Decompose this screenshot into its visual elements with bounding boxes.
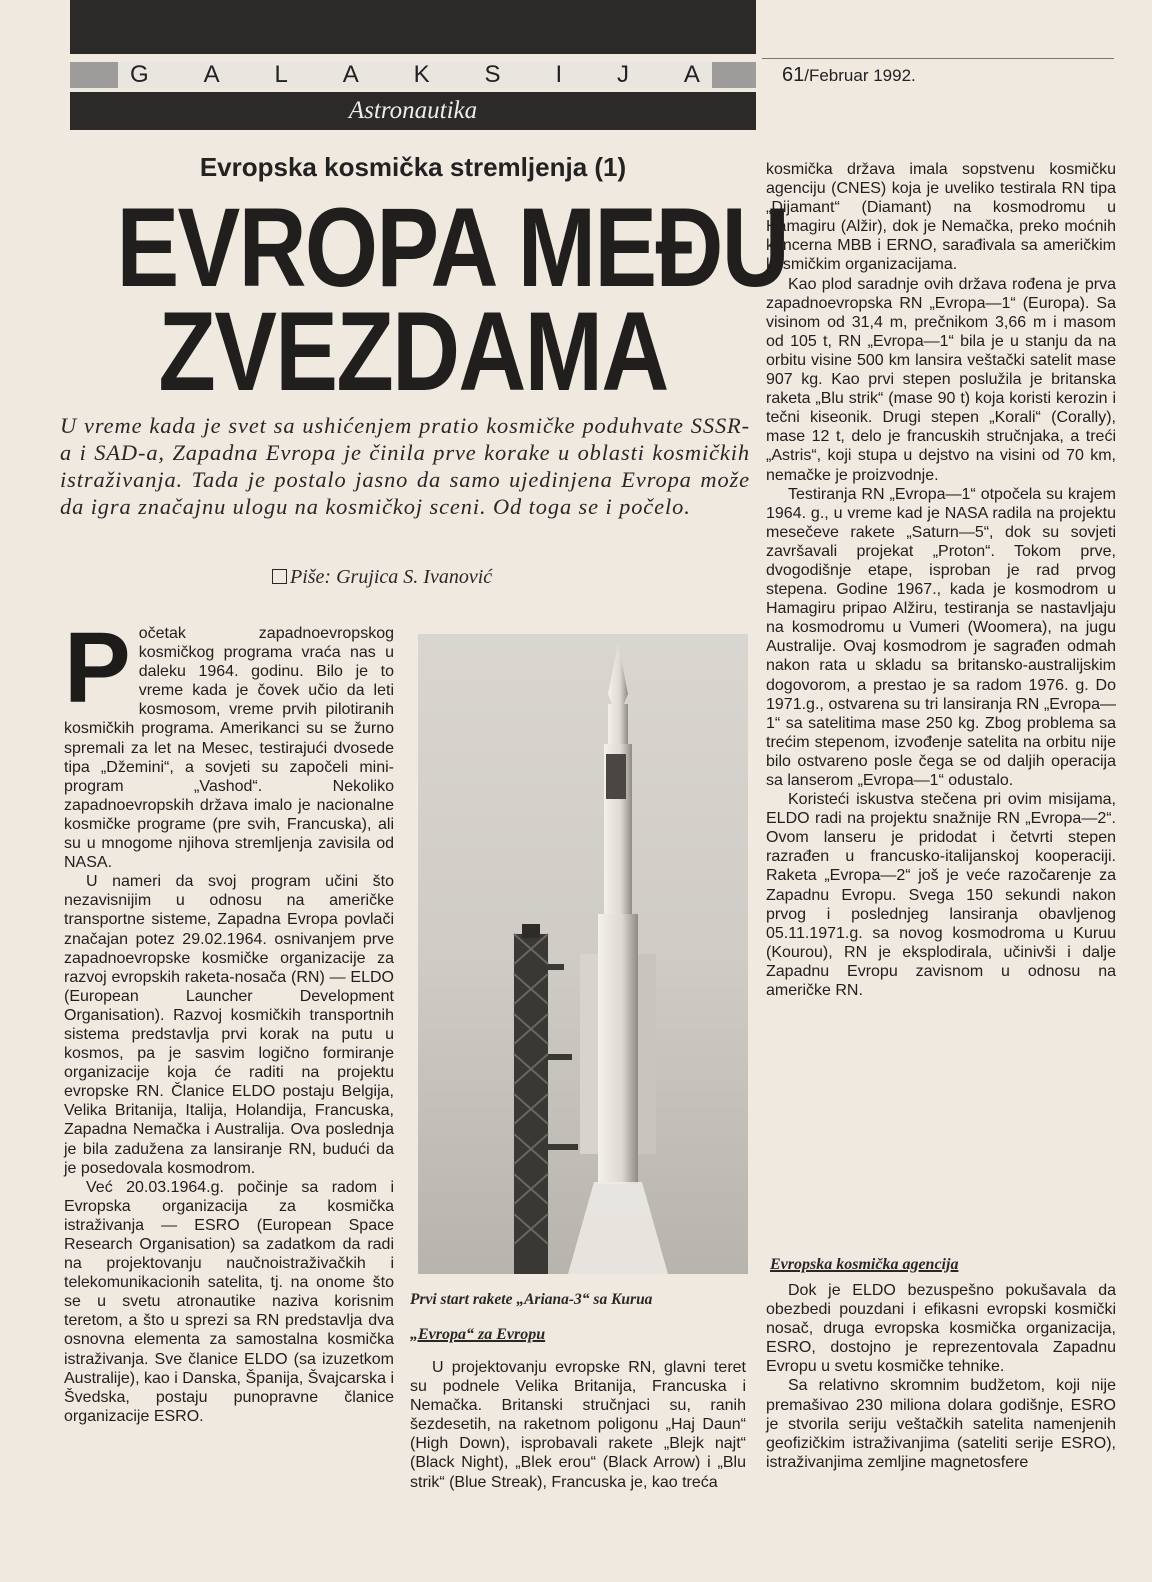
byline xyxy=(272,566,492,589)
paragraph: Sa relativno skromnim budžetom, koji nije premašivao 230 miliona dolara godišnje, ESRO je stvorila seriju veštačkih satelita namenjenih geofizičkim istraživanjima (sateliti serije ESRO), istraživanjima zemljine magnetosfere xyxy=(766,1377,1116,1471)
article-lead: U vreme kada je svet sa ushićenjem pratio kosmičke poduhvate SSSR-a i SAD-a, Zapadna Evropa je činila prve korake u oblasti kosmičkih istraživanja. Tada je postalo jasno da samo ujedinjena Evropa može da igra značajnu ulogu na kosmičkoj sceni. Od toga se i počelo. xyxy=(60,413,750,519)
article-headline xyxy=(116,185,788,414)
column-right xyxy=(766,160,1116,1000)
article-kicker: Evropska kosmička stremljenja (1) xyxy=(199,152,627,182)
issue-info xyxy=(782,64,916,87)
subheading-evropa: „Evropa“ za Evropu xyxy=(410,1326,546,1343)
headline-line-2: ZVEZDAMA xyxy=(158,289,668,414)
tower-arm xyxy=(548,964,564,970)
masthead-letter: A xyxy=(203,61,220,88)
masthead-cap-left xyxy=(70,62,118,88)
paragraph: Već 20.03.1964.g. počinje sa radom i Evropska organizacija za kosmička istraživanja — ESRO (European Space Research Organisation) sa zadatkom da radi na projektovanju naučnoistraživačkih i telekomunikacionih satelita, tj. na onome što se u svetu atronautike naziva korisnim teretom, a što u sprezi sa RN predstavlja dva osnovna elementa za samostalna kosmička istraživanja. Sve članice ELDO (sa izuzetkom Australije), kao i Danska, Španija, Švajcarska i Švedska, postaju punopravne članice organizacije ESRO. xyxy=(64,1178,394,1425)
issue-date: /Februar 1992. xyxy=(804,66,916,85)
masthead-letter: K xyxy=(413,61,430,88)
paragraph: U projektovanju evropske RN, glavni teret su podnele Velika Britanija, Francuska i Nemačka. Britanski stručnjaci su, ranih šezdesetih, na raketnom poligonu „Haj Daun“ (High Down), isprobavali rakete „Blejk najt“ (Black Night), „Blek erou“ (Black Arrow) i „Blu strik“ (Blue Streak), Francuska je, kao treća xyxy=(410,1359,746,1491)
section-title: Astronautika xyxy=(70,92,756,130)
rocket-main-stage xyxy=(598,914,638,1184)
masthead-letter: L xyxy=(274,61,288,88)
masthead-letter: A xyxy=(342,61,359,88)
paragraph-text: očetak zapadnoevropskog kosmičkog programa vraća nas u daleku 1964. godinu. Bilo je to vreme kada je čovek učio da leti kosmosom, vreme prvih pilotiranih kosmičkih programa. Amerikanci su se žurno spremali za let na Mesec, testirajući dvosede tipa „Džemini“, a sovjeti su započeli mini-program „Vashod“. Nekoliko zapadnoevropskih država imalo je nacionalne kosmičke programe (pre svih, Francuska), ali su u mnogome njihova stremljenja zavisila od NASA. xyxy=(64,625,394,872)
paragraph: U nameri da svoj program učini što nezavisnijim u odnosu na američke transportne sisteme, Zapadna Evropa povlači značajan potez 29.02.1964. osnivanjem prve zapadnoevropske kosmičke organizacije za razvoj evropskih raketa-nosača (RN) — ELDO (European Launcher Development Organisation). Razvoj kosmičkih transportnih sistema predstavlja prvi korak na putu u kosmos, pa je sasvim logično formiranje organizacije koja će raditi na projektu evropske RN. Članice ELDO postaju Belgija, Velika Britanija, Italija, Holandija, Francuska, Zapadna Nemačka i Australija. Ova poslednja je bila zadužena za lansiranje RN, budući da je posedovala kosmodrom. xyxy=(64,873,394,1177)
masthead-letter: S xyxy=(484,61,501,88)
paragraph: Koristeći iskustva stečena pri ovim misijama, ELDO radi na projektu snažnije RN „Evropa—2“. Ovom lanseru je pridodat i četvrti stepen razrađen u francusko-italijanskoj kooperaciji. Raketa „Evropa—2“ još je veće razočarenje za Zapadnu Evropu. Svega 150 sekundi nakon prvog i poslednjeg lansiranja obavljenog 05.11.1971.g. sa novog kosmodroma u Kuruu (Kourou), RN je eksplodirala, učinivši i dalje Zapadnu Evropu zavisnom u odnosu na američke RN. xyxy=(766,791,1116,1000)
paragraph xyxy=(64,612,394,872)
tower-top xyxy=(522,924,540,938)
tower-arm xyxy=(548,1054,572,1060)
drop-cap: P xyxy=(64,612,131,724)
headline-line-1: EVROPA MEĐU xyxy=(116,185,788,310)
rocket-booster-right xyxy=(638,954,656,1154)
issue-number: 61 xyxy=(782,64,805,86)
photo-caption: Prvi start rakete „Ariana-3“ sa Kurua xyxy=(410,1291,653,1308)
subheading-agency: Evropska kosmička agencija xyxy=(770,1256,959,1273)
paragraph: Kao plod saradnje ovih država rođena je prva zapadnoevropska RN „Evropa—1“ (Europa). Sa visinom od 31,4 m, prečnikom 3,66 m i masom od 105 t, RN „Evropa—1“ bila je u stanju da na orbitu visine 500 km lansira veštački satelit mase 907 kg. Kao prvi stepen poslužila je britanska raketa „Blu strik“ (mase 90 t) koja koristi kerozin i tečni kiseonik. Drugi stepen „Korali“ (Corally), mase 12 t, delo je francuskih stručnjaka, a treći „Astris“, koji stupa u dejstvo na visini od 70 km, nemačke je proizvodnje. xyxy=(766,275,1116,484)
masthead-letter: A xyxy=(683,61,700,88)
masthead xyxy=(70,62,756,88)
rocket-fairing xyxy=(608,704,628,744)
top-decorative-bar xyxy=(70,0,756,54)
column-middle xyxy=(410,1358,746,1492)
issue-rule xyxy=(762,58,1114,59)
byline-text: Piše: Grujica S. Ivanović xyxy=(290,566,493,588)
masthead-title xyxy=(130,62,700,88)
launch-tower xyxy=(514,934,548,1274)
rocket-dark-band xyxy=(606,754,626,799)
column-right-bottom xyxy=(766,1281,1116,1472)
rocket-booster-left xyxy=(580,954,598,1154)
tower-arm xyxy=(548,1144,578,1150)
masthead-cap-right xyxy=(712,62,756,88)
masthead-letter: I xyxy=(555,61,563,88)
masthead-letter: G xyxy=(130,61,149,88)
paragraph: Testiranja RN „Evropa—1“ otpočela su krajem 1964. g., u vreme kad je NASA radila na projektu mesečeve rakete „Saturn—5“, dok su sovjeti završavali projekat „Proton“. Tokom prve, dvogodišnje etape, isproban je rad prvog stepena. Godine 1967., kada je kosmodrom u Hamagiru pripao Alžiru, testiranja se nastavljaju na kosmodromu u Vumeri (Woomera), na jugu Australije. Ovaj kosmodrom je sagrađen odmah nakon rata u skladu sa britansko-australijskim dogovorom, a prestao je sa radom 1976. g. Do 1971.g., ostvarena su tri lansiranja RN „Evropa—1“ sa satelitima mase 250 kg. Zbog problema sa trećim stepenom, izvođenje satelita na orbitu nije bilo ostvareno posle čega se od daljih operacija sa lanserom „Evropa—1“ odustalo. xyxy=(766,485,1116,789)
paragraph: Dok je ELDO bezuspešno pokušavala da obezbedi pouzdani i efikasni evropski kosmički nosač, druga evropska kosmička organizacija, ESRO, dostojno je reprezentovala Zapadnu Evropu u svetu kosmičke tehnike. xyxy=(766,1282,1116,1376)
rocket-launch-image xyxy=(418,634,748,1274)
masthead-letter: J xyxy=(617,61,629,88)
square-bullet-icon xyxy=(272,569,287,584)
column-left xyxy=(64,612,394,1426)
paragraph: kosmička država imala sopstvenu kosmičku agenciju (CNES) koja je uveliko testirala RN tipa „Dijamant“ (Diamant) na kosmodromu u Hamagiru (Alžir), dok je Nemačka, preko moćnih koncerna MBB i ERNO, sarađivala sa američkim kosmičkim organizacijama. xyxy=(766,161,1116,274)
